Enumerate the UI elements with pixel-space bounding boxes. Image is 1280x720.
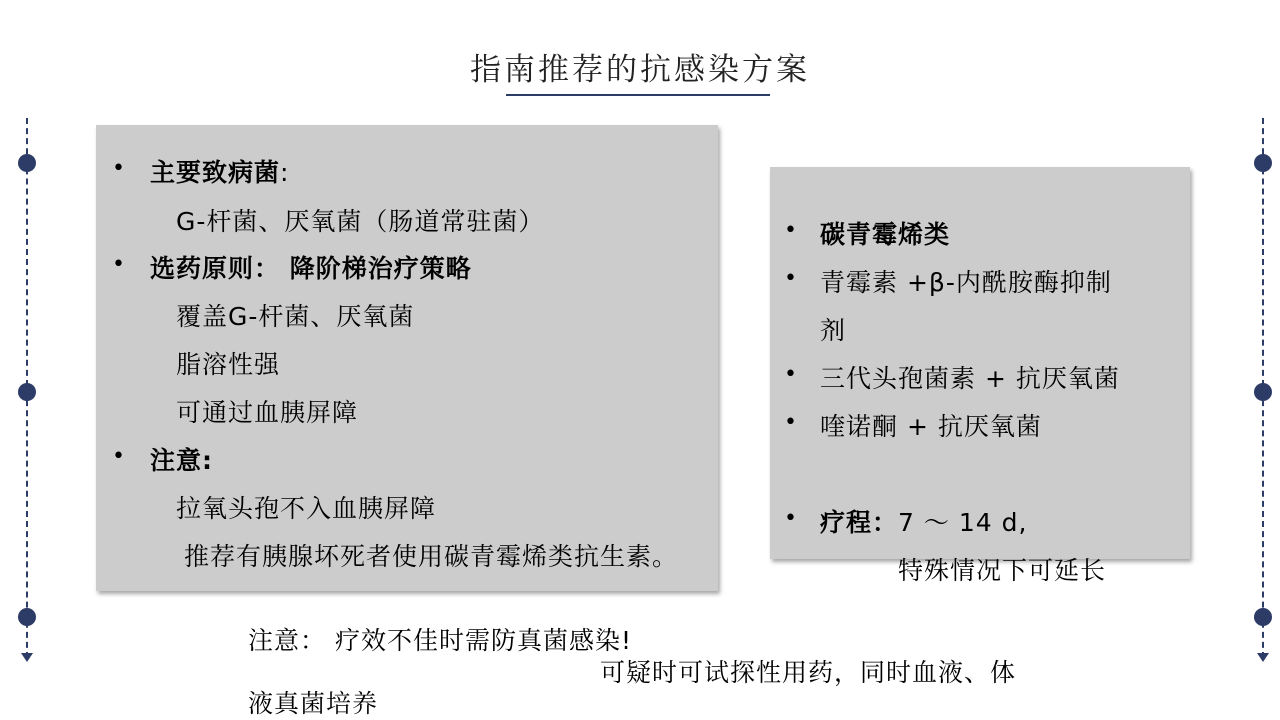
pathogen-heading-text: 主要致病菌 xyxy=(150,158,281,187)
regimen-quinolone: 喹诺酮 + 抗厌氧菌 xyxy=(820,412,1042,441)
bullet-icon: • xyxy=(112,252,125,277)
rail-dot-icon xyxy=(18,383,36,401)
drug-principle-heading: 选药原则： 降阶梯治疗策略 xyxy=(150,254,472,283)
caution-heading: 注意: xyxy=(150,446,213,475)
rail-dot-icon xyxy=(1254,383,1272,401)
course-value: 7 ～ 14 d, xyxy=(898,508,1028,537)
bullet-icon: • xyxy=(784,362,797,387)
pathogen-list: G-杆菌、厌氧菌（肠道常驻菌） xyxy=(176,207,545,236)
bullet-icon: • xyxy=(784,266,797,291)
fungal-warning: 注意： 疗效不佳时需防真菌感染! xyxy=(248,626,632,655)
bullet-icon: • xyxy=(784,410,797,435)
principle-item: 脂溶性强 xyxy=(176,350,281,379)
principle-item: 覆盖G-杆菌、厌氧菌 xyxy=(176,302,415,331)
rail-dot-icon xyxy=(18,154,36,172)
course-duration xyxy=(820,503,1027,539)
bullet-icon: • xyxy=(112,444,125,469)
bullet-icon: • xyxy=(784,218,797,243)
bullet-icon: • xyxy=(784,506,797,531)
title-underline xyxy=(506,94,770,96)
regimen-penicillin-cont: 剂 xyxy=(820,316,847,345)
regimen-penicillin: 青霉素 +β-内酰胺酶抑制 xyxy=(820,268,1112,297)
caution-item: 推荐有胰腺坏死者使用碳青霉烯类抗生素。 xyxy=(184,542,679,571)
caution-item: 拉氧头孢不入血胰屏障 xyxy=(176,494,437,523)
rail-dot-icon xyxy=(1254,154,1272,172)
regimen-carbapenem: 碳青霉烯类 xyxy=(820,220,951,249)
regimen-cephalosporin: 三代头孢菌素 + 抗厌氧菌 xyxy=(820,364,1120,393)
right-decorative-rail xyxy=(1253,118,1273,668)
fungal-advice-cont: 液真菌培养 xyxy=(248,689,379,718)
rail-arrow-down-icon xyxy=(1257,653,1269,662)
course-label: 疗程： xyxy=(820,508,899,537)
pathogen-heading xyxy=(150,153,289,189)
pathogen-heading-colon: : xyxy=(280,158,290,187)
course-extension-note: 特殊情况下可延长 xyxy=(898,556,1107,585)
rail-dot-icon xyxy=(1254,608,1272,626)
left-decorative-rail xyxy=(17,118,37,668)
fungal-advice: 可疑时可试探性用药，同时血液、体 xyxy=(600,658,1017,687)
slide-title: 指南推荐的抗感染方案 xyxy=(470,52,810,88)
principle-item: 可通过血胰屏障 xyxy=(176,398,359,427)
rail-arrow-down-icon xyxy=(21,653,33,662)
rail-dot-icon xyxy=(18,608,36,626)
bullet-icon: • xyxy=(112,156,125,181)
